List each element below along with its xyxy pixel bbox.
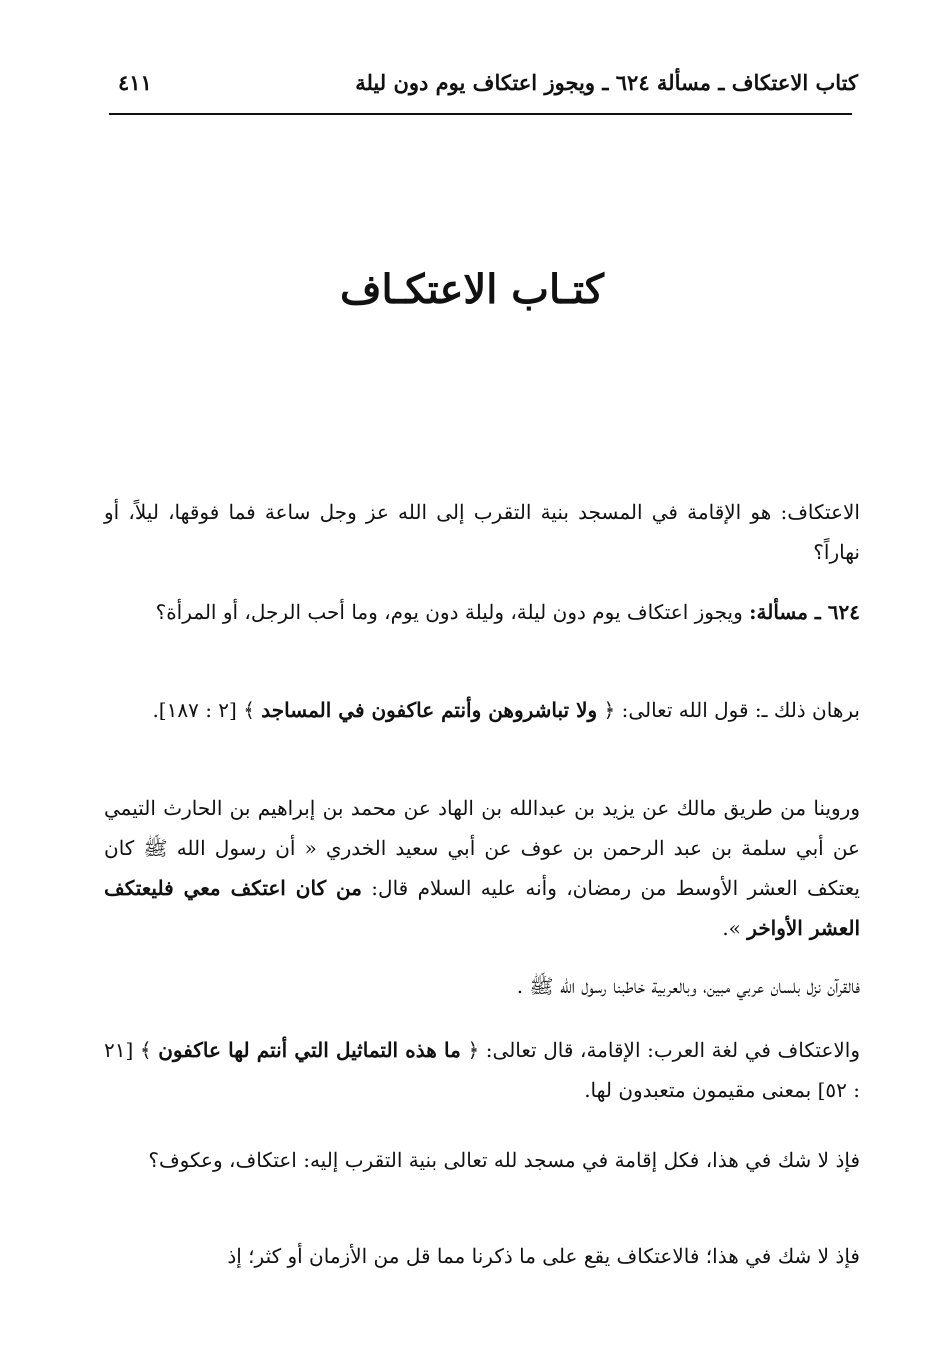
paragraph-text: فإذ لا شك في هذا، فكل إقامة في مسجد لله تعالى بنية التقرب إليه: اعتكاف، وعكوف؟ xyxy=(148,1148,860,1172)
paragraph-text: ». xyxy=(722,916,748,940)
paragraph-text: فإذ لا شك في هذا؛ فالاعتكاف يقع على ما ذكرنا مما قل من الأزمان أو كثر؛ إذ xyxy=(227,1244,860,1268)
issue-number: ٦٢٤ ـ مسألة: xyxy=(749,600,860,624)
paragraph-linguistic xyxy=(104,1030,860,1110)
paragraph-text: فالقرآن نزل بلسان عربي مبين، وبالعربية خاطبنا رسول الله ﷺ . xyxy=(516,974,860,998)
paragraph-hadith xyxy=(104,788,860,948)
paragraph-text: ويجوز اعتكاف يوم دون ليلة، وليلة دون يوم، وما أحب الرجل، أو المرأة؟ xyxy=(155,600,750,624)
paragraph-proof xyxy=(104,690,860,730)
header-title: كتاب الاعتكاف ـ مسألة ٦٢٤ ـ ويجوز اعتكاف يوم دون ليلة xyxy=(355,69,858,95)
paragraph-quran-language xyxy=(104,966,860,1006)
paragraph-text: الاعتكاف: هو الإقامة في المسجد بنية التقرب إلى الله عز وجل ساعة فما فوقها، ليلاً، أو نهاراً؟ xyxy=(104,500,860,564)
paragraph-conclusion xyxy=(104,1140,860,1180)
header-rule xyxy=(109,113,852,115)
page-number: ٤١١ xyxy=(118,69,152,95)
paragraph-text: وروينا من طريق مالك عن يزيد بن عبدالله بن الهاد عن محمد بن إبراهيم بن الحارث التيمي عن أبي سلمة بن عبد الرحمن بن عوف عن أبي سعيد الخدري « أن رسول الله ﷺ كان يعتكف العشر الأوسط من رمضان، وأنه عليه السلام قال: xyxy=(104,796,860,900)
paragraph-text: ﴾ [٢١ : ٥٢] بمعنى مقيمون متعبدون لها. xyxy=(104,1038,860,1102)
running-header xyxy=(118,62,858,102)
paragraph-text: والاعتكاف في لغة العرب: الإقامة، قال تعالى: ﴿ xyxy=(460,1038,860,1062)
hadith-quote: من كان اعتكف معي فليعتكف العشر الأواخر xyxy=(104,876,860,940)
paragraph-text: ﴾ [٢ : ١٨٧]. xyxy=(152,698,262,722)
quran-quote: ما هذه التماثيل التي أنتم لها عاكفون xyxy=(158,1038,461,1062)
paragraph-continuation xyxy=(104,1236,860,1276)
paragraph-issue-624 xyxy=(104,592,860,632)
book-title: كتـاب الاعتكـاف xyxy=(340,266,604,313)
paragraph-definition xyxy=(104,492,860,572)
paragraph-text: برهان ذلك ـ: قول الله تعالى: ﴿ xyxy=(597,698,860,722)
quran-quote: ولا تباشروهن وأنتم عاكفون في المساجد xyxy=(261,698,598,722)
